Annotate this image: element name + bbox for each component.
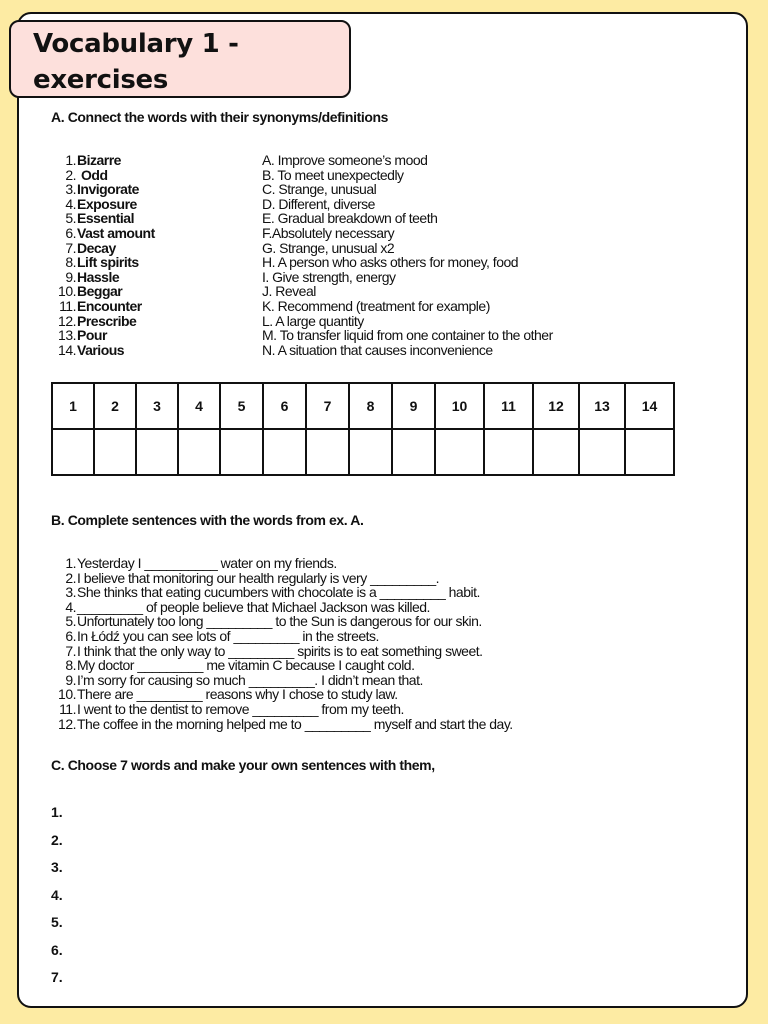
word-number: 4. (65, 195, 76, 212)
grid-answer-cell[interactable] (220, 429, 263, 475)
grid-answer-cell[interactable] (306, 429, 349, 475)
word-number: 12. (58, 312, 76, 329)
own-sentence-line[interactable]: 5. (51, 914, 63, 930)
sentence-item (56, 571, 513, 586)
sentence-text: I believe that monitoring our health regularly is very _________. (77, 569, 440, 586)
word-item (56, 241, 155, 256)
sentence-text: In Łódź you can see lots of _________ in the streets. (77, 627, 379, 644)
definition-item: J. Reveal (262, 283, 316, 300)
definition-item: H. A person who asks others for money, food (262, 254, 519, 271)
word-item (56, 314, 155, 329)
word-text: Decay (77, 239, 116, 256)
sentence-text: She thinks that eating cucumbers with chocolate is a _________ habit. (77, 584, 480, 601)
word-text: Encounter (77, 297, 142, 314)
word-number: 9. (65, 268, 76, 285)
sentence-item (56, 702, 513, 717)
word-number: 11. (59, 297, 76, 314)
word-number: 1. (65, 152, 76, 168)
word-number: 6. (65, 224, 76, 241)
sentence-number: 9. (65, 671, 76, 688)
word-text: Lift spirits (77, 254, 139, 271)
definition-item: M. To transfer liquid from one container to the other (262, 327, 553, 344)
definition-item: B. To meet unexpectedly (262, 166, 404, 183)
grid-answer-cell[interactable] (625, 429, 674, 475)
sentence-item (56, 644, 513, 659)
sentence-text: Unfortunately too long _________ to the Sun is dangerous for our skin. (77, 613, 482, 630)
grid-answer-cell[interactable] (579, 429, 625, 475)
sentence-item (56, 717, 513, 732)
grid-number-cell: 12 (533, 383, 579, 429)
word-text: Exposure (77, 195, 137, 212)
sentence-number: 1. (65, 555, 76, 571)
sentence-list (56, 556, 513, 731)
sentence-number: 7. (65, 642, 76, 659)
grid-answer-cell[interactable] (349, 429, 392, 475)
word-text: Bizarre (77, 152, 121, 168)
word-number: 3. (65, 181, 76, 198)
word-number: 10. (58, 283, 76, 300)
grid-number-cell: 8 (349, 383, 392, 429)
sentence-item (56, 629, 513, 644)
sentence-number: 2. (65, 569, 76, 586)
definition-item: G. Strange, unusual x2 (262, 239, 395, 256)
definition-item: L. A large quantity (262, 312, 364, 329)
word-text: Hassle (77, 268, 120, 285)
word-text: Vast amount (77, 224, 155, 241)
own-sentence-line[interactable]: 7. (51, 969, 63, 985)
word-item (56, 211, 155, 226)
sentence-number: 12. (58, 715, 76, 732)
word-number: 13. (58, 327, 76, 344)
sentence-text: My doctor _________ me vitamin C because I caught cold. (77, 657, 415, 674)
grid-number-cell: 6 (263, 383, 306, 429)
sentence-number: 10. (58, 686, 76, 703)
definition-item: I. Give strength, energy (262, 268, 396, 285)
definition-list (262, 153, 553, 357)
word-item (56, 284, 155, 299)
grid-number-cell: 13 (579, 383, 625, 429)
word-text: Invigorate (77, 181, 139, 198)
sentence-text: I’m sorry for causing so much _________. I didn’t mean that. (77, 671, 423, 688)
definition-item: N. A situation that causes inconvenience (262, 341, 493, 358)
sentence-number: 6. (65, 627, 76, 644)
definition-item: E. Gradual breakdown of teeth (262, 210, 438, 227)
sentence-item (56, 600, 513, 615)
definition-item: K. Recommend (treatment for example) (262, 297, 490, 314)
grid-answer-cell[interactable] (263, 429, 306, 475)
definition-item: F.Absolutely necessary (262, 224, 395, 241)
word-text: Various (77, 341, 125, 358)
word-item (56, 270, 155, 285)
sentence-text: The coffee in the morning helped me to _________ myself and start the day. (77, 715, 513, 732)
word-item (56, 343, 155, 358)
grid-answer-cell[interactable] (484, 429, 533, 475)
word-text: Essential (77, 210, 134, 227)
definition-item: D. Different, diverse (262, 195, 375, 212)
word-text: Beggar (77, 283, 123, 300)
grid-answer-cell[interactable] (178, 429, 220, 475)
word-text: Odd (81, 166, 108, 183)
sentence-item (56, 673, 513, 688)
grid-number-cell: 7 (306, 383, 349, 429)
sentence-number: 3. (65, 584, 76, 601)
word-text: Prescribe (77, 312, 137, 329)
sentence-text: There are _________ reasons why I chose to study law. (77, 686, 398, 703)
word-item (56, 182, 155, 197)
own-sentence-line[interactable]: 3. (51, 859, 63, 875)
word-item (56, 255, 155, 270)
grid-number-cell: 11 (484, 383, 533, 429)
own-sentence-line[interactable]: 4. (51, 886, 63, 903)
sentence-item (56, 614, 513, 629)
word-item (56, 153, 155, 168)
sentence-number: 8. (65, 657, 76, 674)
word-number: 2. (65, 166, 76, 183)
grid-number-cell: 9 (392, 383, 435, 429)
grid-answer-cell[interactable] (533, 429, 579, 475)
own-sentence-line[interactable]: 2. (51, 831, 63, 848)
own-sentence-line[interactable]: 1. (51, 804, 63, 820)
sentence-item (56, 658, 513, 673)
word-text: Pour (77, 327, 107, 344)
grid-number-cell: 14 (625, 383, 674, 429)
sentence-text: Yesterday I __________ water on my friends. (77, 555, 337, 571)
word-number: 8. (65, 254, 76, 271)
grid-number-cell: 5 (220, 383, 263, 429)
word-item (56, 299, 155, 314)
grid-number-cell: 3 (136, 383, 178, 429)
word-item (56, 226, 155, 241)
grid-number-cell: 2 (94, 383, 136, 429)
sentence-text: I went to the dentist to remove _________ from my teeth. (77, 700, 404, 717)
word-item (56, 197, 155, 212)
grid-answer-cell[interactable] (136, 429, 178, 475)
definition-item: A. Improve someone’s mood (262, 152, 428, 168)
own-sentence-line[interactable]: 6. (51, 941, 63, 958)
sentence-text: _________ of people believe that Michael Jackson was killed. (77, 598, 430, 615)
grid-answer-cell[interactable] (52, 429, 94, 475)
grid-number-cell: 4 (178, 383, 220, 429)
grid-answer-cell[interactable] (435, 429, 484, 475)
word-number: 7. (65, 239, 76, 256)
definition-item: C. Strange, unusual (262, 181, 377, 198)
sentence-item (56, 687, 513, 702)
word-number: 14. (58, 341, 76, 358)
grid-number-cell: 10 (435, 383, 484, 429)
answer-grid (51, 382, 675, 476)
grid-answer-cell[interactable] (392, 429, 435, 475)
sentence-number: 5. (65, 613, 76, 630)
sentence-number: 11. (59, 700, 76, 717)
word-item (56, 328, 155, 343)
own-sentences-list (51, 804, 63, 997)
page-title: Vocabulary 1 - exercises (9, 20, 351, 98)
sentence-text: I think that the only way to _________ spirits is to eat something sweet. (77, 642, 483, 659)
section-c-heading: C. Choose 7 words and make your own sentences with them, (51, 757, 435, 773)
sentence-item (56, 556, 513, 571)
word-list (56, 153, 155, 357)
sentence-item (56, 585, 513, 600)
sentence-number: 4. (65, 598, 76, 615)
word-number: 5. (65, 210, 76, 227)
grid-answer-cell[interactable] (94, 429, 136, 475)
section-b-heading: B. Complete sentences with the words from ex. A. (51, 512, 364, 528)
word-item (56, 168, 155, 183)
section-a-heading: A. Connect the words with their synonyms/definitions (51, 109, 389, 125)
grid-number-cell: 1 (52, 383, 94, 429)
